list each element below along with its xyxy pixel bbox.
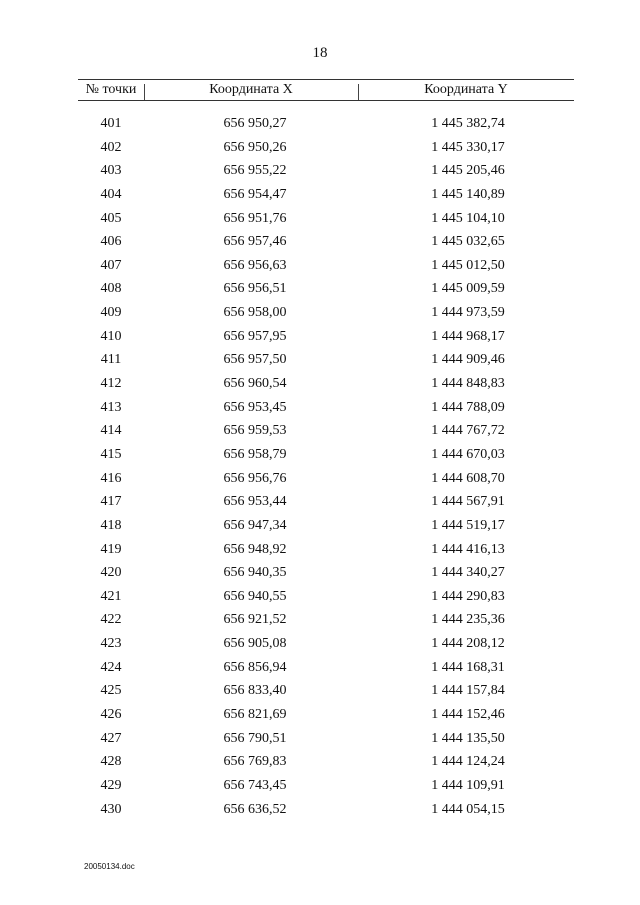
- coordinate-y-cell: 1 445 032,65: [431, 234, 505, 250]
- coordinate-x-cell: 656 636,52: [223, 801, 287, 817]
- coordinate-x-cell: 656 957,50: [223, 352, 287, 368]
- coordinate-x-cell: 656 950,27: [223, 116, 287, 131]
- table-row: [0, 494, 640, 518]
- table-row: [0, 447, 640, 471]
- coordinate-y-cell: 1 444 973,59: [431, 305, 505, 321]
- coordinate-y-cell: 1 444 054,15: [431, 801, 505, 817]
- coordinate-x-cell: 656 954,47: [223, 186, 287, 202]
- page-number: 18: [312, 45, 328, 61]
- table-row: [0, 329, 640, 353]
- table-row: [0, 636, 640, 660]
- point-number-cell: 423: [100, 636, 122, 652]
- coordinate-y-cell: 1 444 135,50: [431, 730, 505, 746]
- table-row: [0, 683, 640, 707]
- coordinate-y-cell: 1 444 519,17: [431, 517, 505, 533]
- coordinate-x-cell: 656 940,55: [223, 588, 287, 604]
- coordinate-y-cell: 1 444 124,24: [431, 754, 505, 770]
- coordinate-x-cell: 656 947,34: [223, 517, 287, 533]
- coordinate-x-cell: 656 959,53: [223, 423, 287, 439]
- coordinate-x-cell: 656 769,83: [223, 754, 287, 770]
- coordinate-y-cell: 1 444 416,13: [431, 541, 505, 557]
- coordinate-y-cell: 1 445 205,46: [431, 163, 505, 179]
- file-name-footer: 20050134.doc: [84, 862, 135, 871]
- coordinate-x-cell: 656 953,44: [223, 494, 287, 510]
- coordinate-y-cell: 1 444 670,03: [431, 446, 505, 462]
- point-number-cell: 405: [100, 210, 122, 226]
- table-row: [0, 707, 640, 731]
- header-point-number: № точки: [85, 82, 137, 97]
- table-row: [0, 281, 640, 305]
- header-coordinate-x: Координата X: [209, 82, 293, 97]
- coordinate-y-cell: 1 444 109,91: [431, 777, 505, 793]
- point-number-cell: 411: [100, 352, 122, 368]
- coordinate-y-cell: 1 445 330,17: [431, 139, 505, 155]
- point-number-cell: 426: [100, 707, 122, 723]
- coordinate-y-cell: 1 445 104,10: [431, 210, 505, 226]
- point-number-cell: 413: [100, 399, 122, 415]
- coordinate-x-cell: 656 956,63: [223, 257, 287, 273]
- table-row: [0, 305, 640, 329]
- table-row: [0, 187, 640, 211]
- coordinate-y-cell: 1 445 382,74: [431, 116, 505, 131]
- coordinate-y-cell: 1 444 235,36: [431, 612, 505, 628]
- coordinate-x-cell: 656 955,22: [223, 163, 287, 179]
- point-number-cell: 408: [100, 281, 122, 297]
- coordinate-y-cell: 1 444 909,46: [431, 352, 505, 368]
- coordinate-y-cell: 1 444 848,83: [431, 376, 505, 392]
- coordinate-x-cell: 656 948,92: [223, 541, 287, 557]
- point-number-cell: 427: [100, 730, 122, 746]
- table-row: [0, 376, 640, 400]
- coordinate-x-cell: 656 950,26: [223, 139, 287, 155]
- point-number-cell: 428: [100, 754, 122, 770]
- table-row: [0, 518, 640, 542]
- point-number-cell: 416: [100, 470, 122, 486]
- table-row: [0, 612, 640, 636]
- table-row: [0, 802, 640, 826]
- coordinate-y-cell: 1 444 968,17: [431, 328, 505, 344]
- point-number-cell: 422: [100, 612, 122, 628]
- point-number-cell: 417: [100, 494, 122, 510]
- coordinate-x-cell: 656 790,51: [223, 730, 287, 746]
- coordinate-y-cell: 1 444 340,27: [431, 565, 505, 581]
- coordinate-y-cell: 1 444 567,91: [431, 494, 505, 510]
- point-number-cell: 424: [100, 659, 122, 675]
- coordinate-x-cell: 656 856,94: [223, 659, 287, 675]
- coordinate-x-cell: 656 821,69: [223, 707, 287, 723]
- coordinate-y-cell: 1 444 767,72: [431, 423, 505, 439]
- point-number-cell: 414: [100, 423, 122, 439]
- coordinate-x-cell: 656 833,40: [223, 683, 287, 699]
- coordinate-y-cell: 1 444 157,84: [431, 683, 505, 699]
- point-number-cell: 430: [100, 801, 122, 817]
- coordinate-y-cell: 1 444 608,70: [431, 470, 505, 486]
- coordinate-x-cell: 656 921,52: [223, 612, 287, 628]
- point-number-cell: 419: [100, 541, 122, 557]
- table-row: [0, 660, 640, 684]
- coordinate-x-cell: 656 956,51: [223, 281, 287, 297]
- table-row: [0, 140, 640, 164]
- coordinate-x-cell: 656 957,46: [223, 234, 287, 250]
- coordinate-x-cell: 656 951,76: [223, 210, 287, 226]
- coordinate-x-cell: 656 940,35: [223, 565, 287, 581]
- table-row: [0, 731, 640, 755]
- point-number-cell: 429: [100, 777, 122, 793]
- table-row: [0, 589, 640, 613]
- point-number-cell: 415: [100, 446, 122, 462]
- point-number-cell: 425: [100, 683, 122, 699]
- coordinate-x-cell: 656 960,54: [223, 376, 287, 392]
- coordinate-x-cell: 656 743,45: [223, 777, 287, 793]
- table-row: [0, 211, 640, 235]
- coordinate-x-cell: 656 905,08: [223, 636, 287, 652]
- table-row: [0, 471, 640, 495]
- table-row: [0, 258, 640, 282]
- table-row: [0, 234, 640, 258]
- point-number-cell: 410: [100, 328, 122, 344]
- point-number-cell: 421: [100, 588, 122, 604]
- table-header: [78, 79, 574, 103]
- coordinate-x-cell: 656 956,76: [223, 470, 287, 486]
- point-number-cell: 404: [100, 186, 122, 202]
- point-number-cell: 407: [100, 257, 122, 273]
- table-row: [0, 400, 640, 424]
- header-top-rule: [78, 79, 574, 80]
- table-row: [0, 754, 640, 778]
- coordinate-y-cell: 1 445 012,50: [431, 257, 505, 273]
- table-row: [0, 116, 640, 140]
- point-number-cell: 403: [100, 163, 122, 179]
- point-number-cell: 406: [100, 234, 122, 250]
- coordinate-y-cell: 1 445 140,89: [431, 186, 505, 202]
- coordinate-y-cell: 1 444 168,31: [431, 659, 505, 675]
- coordinate-x-cell: 656 957,95: [223, 328, 287, 344]
- table-row: [0, 542, 640, 566]
- table-row: [0, 565, 640, 589]
- coordinate-y-cell: 1 445 009,59: [431, 281, 505, 297]
- point-number-cell: 418: [100, 517, 122, 533]
- table-row: [0, 778, 640, 802]
- coordinate-y-cell: 1 444 290,83: [431, 588, 505, 604]
- header-bottom-rule: [78, 100, 574, 101]
- coordinate-x-cell: 656 958,00: [223, 305, 287, 321]
- coordinate-x-cell: 656 958,79: [223, 446, 287, 462]
- table-row: [0, 352, 640, 376]
- point-number-cell: 412: [100, 376, 122, 392]
- coordinate-x-cell: 656 953,45: [223, 399, 287, 415]
- coordinate-y-cell: 1 444 208,12: [431, 636, 505, 652]
- point-number-cell: 401: [100, 116, 122, 131]
- header-coordinate-y: Координата Y: [424, 82, 508, 97]
- table-row: [0, 423, 640, 447]
- point-number-cell: 402: [100, 139, 122, 155]
- coordinate-y-cell: 1 444 788,09: [431, 399, 505, 415]
- point-number-cell: 420: [100, 565, 122, 581]
- table-row: [0, 163, 640, 187]
- coordinate-y-cell: 1 444 152,46: [431, 707, 505, 723]
- table-body: [0, 116, 640, 825]
- point-number-cell: 409: [100, 305, 122, 321]
